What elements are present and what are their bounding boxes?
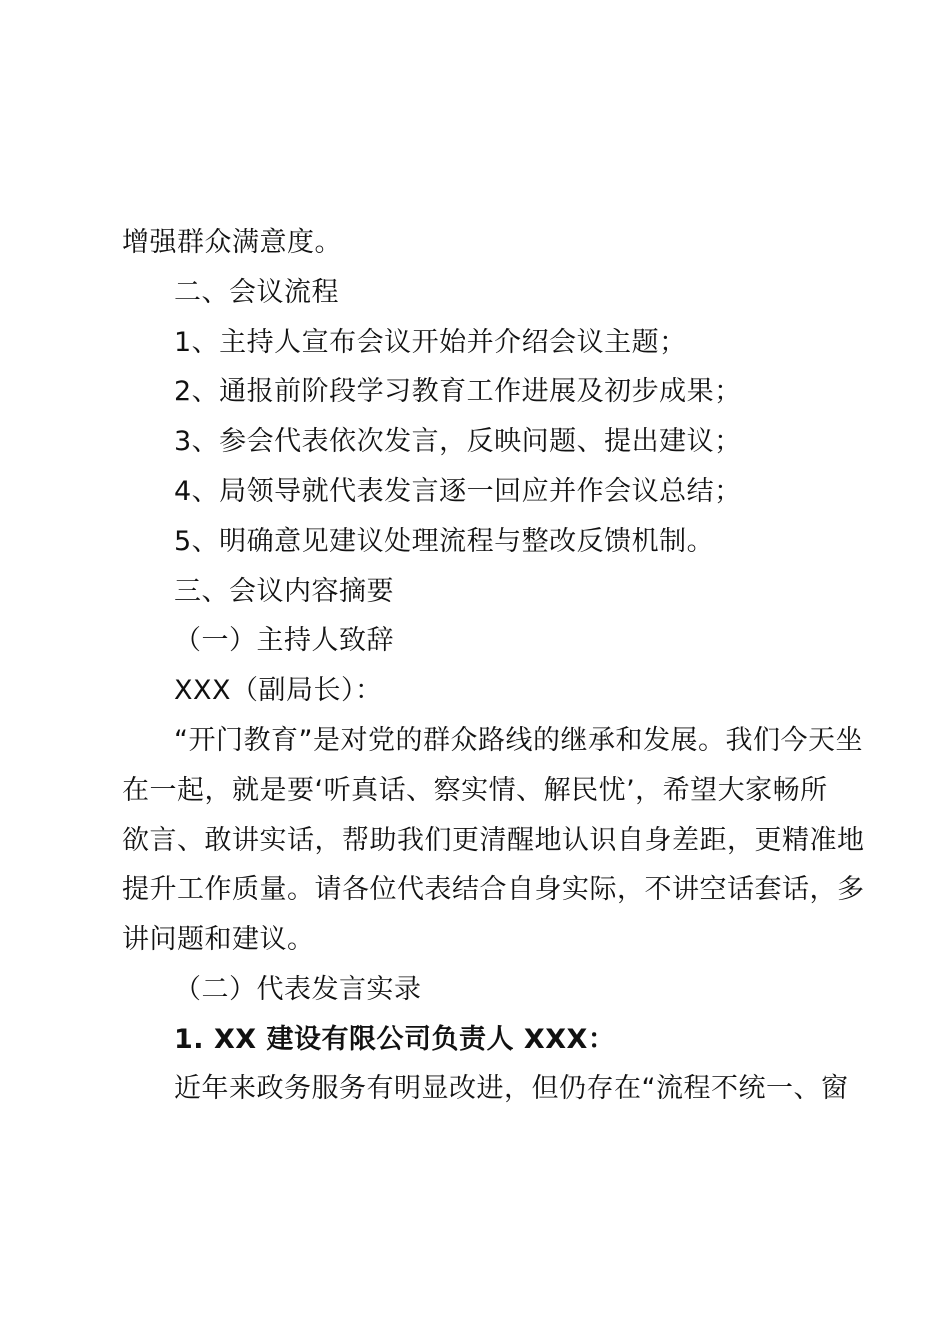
- list-item: 1、主持人宣布会议开始并介绍会议主题；: [174, 327, 687, 358]
- paragraph-line: 近年来政务服务有明显改进，但仍存在“流程不统一、窗: [174, 1073, 849, 1104]
- list-item: 5、明确意见建议处理流程与整改反馈机制。: [174, 526, 715, 557]
- paragraph-line: 欲言、敢讲实话，帮助我们更清醒地认识自身差距，更精准地: [122, 825, 865, 856]
- paragraph-line: 提升工作质量。请各位代表结合自身实际，不讲空话套话，多: [122, 874, 865, 905]
- subsection-heading: （二）代表发言实录: [174, 974, 422, 1005]
- list-item: 2、通报前阶段学习教育工作进展及初步成果；: [174, 376, 742, 407]
- speaker-heading: 1. XX 建设有限公司负责人 XXX：: [174, 1024, 616, 1055]
- list-item: 3、参会代表依次发言，反映问题、提出建议；: [174, 426, 742, 457]
- paragraph-line: “开门教育”是对党的群众路线的继承和发展。我们今天坐: [174, 725, 863, 756]
- subsection-heading: （一）主持人致辞: [174, 625, 394, 656]
- section-heading: 二、会议流程: [174, 277, 339, 308]
- paragraph-line: 增强群众满意度。: [122, 227, 342, 258]
- speaker-label: XXX（副局长）：: [174, 675, 383, 706]
- section-heading: 三、会议内容摘要: [174, 576, 394, 607]
- paragraph-line: 在一起，就是要‘听真话、察实情、解民忧’，希望大家畅所: [122, 775, 828, 806]
- paragraph-line: 讲问题和建议。: [122, 924, 315, 955]
- list-item: 4、局领导就代表发言逐一回应并作会议总结；: [174, 476, 742, 507]
